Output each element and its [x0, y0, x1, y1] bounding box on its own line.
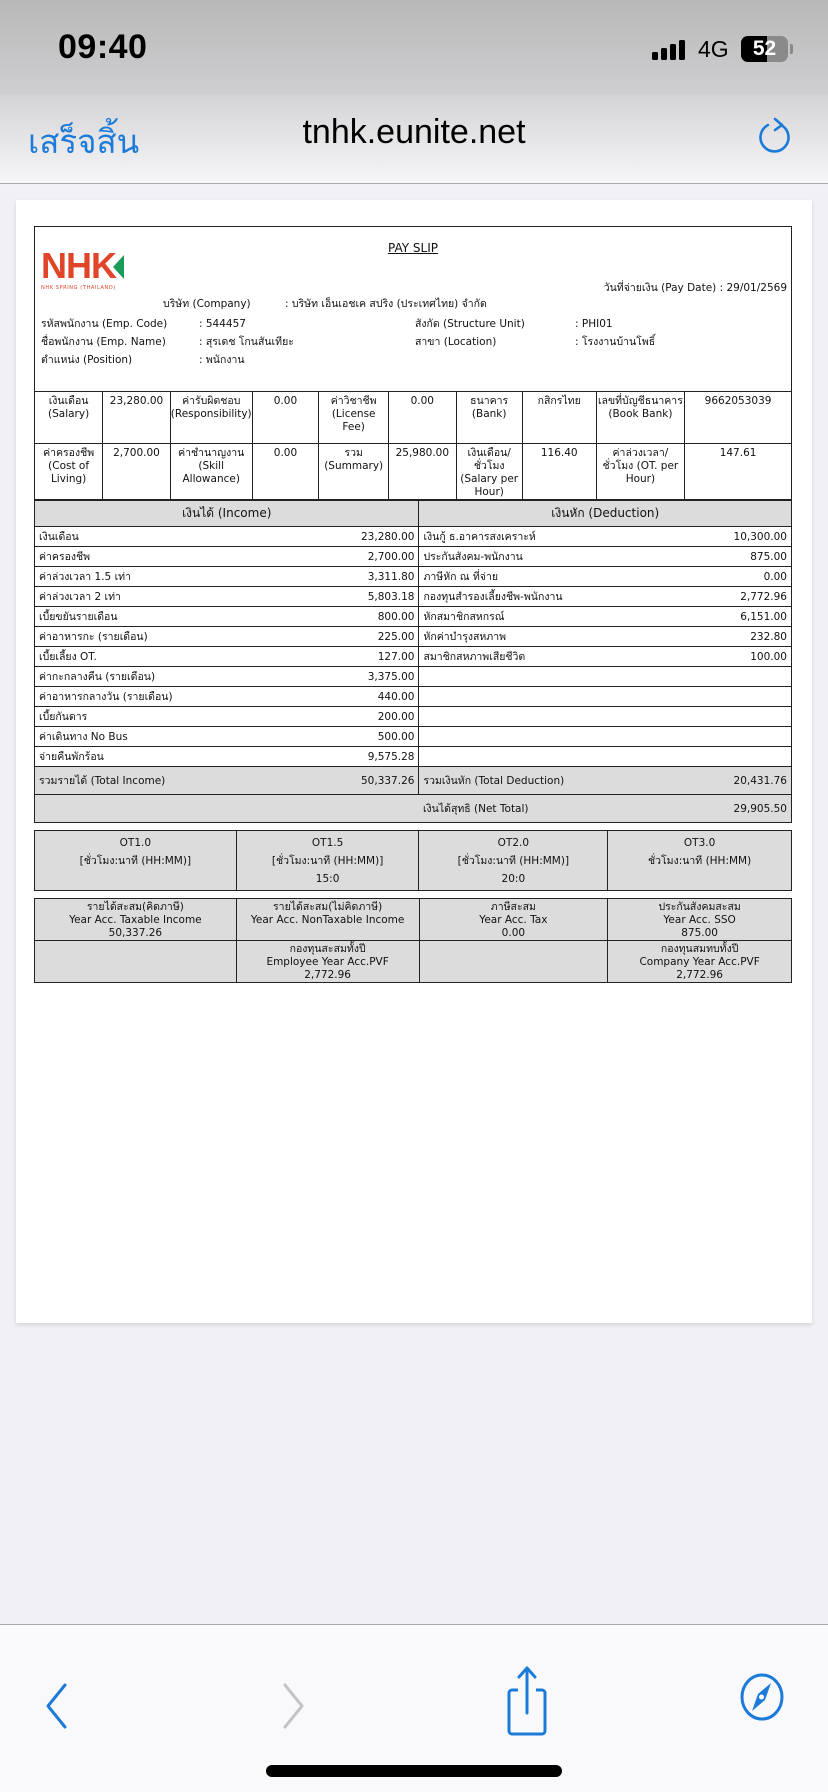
ot-hour-label: ค่าล่วงเวลา/ ชั่วโมง (OT. per Hour)	[596, 444, 684, 500]
ytd-sso-th: ประกันสังคมสะสม	[658, 901, 741, 913]
total-income-value: 50,337.26	[332, 767, 419, 795]
deduction-value	[717, 707, 792, 727]
ot-name: OT2.0	[497, 837, 530, 849]
salary-hour-label: เงินเดือน/ชั่วโมง (Salary per Hour)	[456, 444, 522, 500]
deduction-label	[419, 667, 717, 687]
responsibility-label: ค่ารับผิดชอบ (Responsibility)	[170, 392, 252, 444]
skill-value: 0.00	[252, 444, 319, 500]
table-row	[35, 567, 792, 587]
ot-unit: [ชั่วโมง:นาที (HH:MM)]	[79, 855, 192, 867]
ytd-sso-en: Year Acc. SSO	[663, 914, 736, 926]
position-value: : พนักงาน	[199, 354, 245, 366]
battery-level: 52	[752, 37, 777, 60]
deduction-value: 100.00	[717, 647, 792, 667]
safari-nav-bar	[0, 95, 828, 184]
ytd-empty-cell	[35, 941, 237, 983]
done-button[interactable]: เสร็จสิ้น	[28, 123, 140, 160]
ytd-taxable-value: 50,337.26	[108, 927, 163, 939]
income-value: 225.00	[332, 627, 419, 647]
income-value: 9,575.28	[332, 747, 419, 767]
ytd-tax-en: Year Acc. Tax	[479, 914, 548, 926]
signal-icon	[652, 40, 685, 60]
ytd-empty-cell	[419, 941, 608, 983]
clock: 09:40	[58, 28, 148, 66]
total-deduction-value: 20,431.76	[717, 767, 792, 795]
table-row	[35, 687, 792, 707]
deduction-value: 6,151.00	[717, 607, 792, 627]
ytd-nontaxable-en: Year Acc. NonTaxable Income	[250, 914, 405, 926]
deduction-header: เงินหัก (Deduction)	[419, 501, 792, 527]
home-indicator	[266, 1765, 562, 1777]
ot-hours-table	[34, 830, 792, 891]
pay-date: วันที่จ่ายเงิน (Pay Date) : 29/01/2569	[603, 282, 787, 294]
ot-value: 20:0	[501, 873, 526, 885]
cost-living-value: 2,700.00	[103, 444, 171, 500]
structure-value: : PHI01	[575, 318, 613, 330]
income-label: ค่าครองชีพ	[35, 547, 333, 567]
ot-cell	[419, 831, 608, 891]
emp-code-value: : 544457	[199, 318, 246, 330]
table-row	[35, 727, 792, 747]
ytd-sso-cell	[608, 899, 792, 941]
table-row	[35, 627, 792, 647]
battery-icon	[741, 36, 788, 62]
deduction-value	[717, 747, 792, 767]
cost-living-label: ค่าครองชีพ (Cost of Living)	[35, 444, 103, 500]
income-label: เบี้ยเลี้ยง OT.	[35, 647, 333, 667]
income-header: เงินได้ (Income)	[35, 501, 419, 527]
table-row	[35, 587, 792, 607]
ytd-taxable-en: Year Acc. Taxable Income	[69, 914, 202, 926]
ytd-taxable-th: รายได้สะสม(คิดภาษี)	[86, 901, 184, 913]
income-label: ค่าอาหารกะ (รายเดือน)	[35, 627, 333, 647]
table-row	[35, 547, 792, 567]
network-type: 4G	[698, 36, 729, 62]
deduction-label	[419, 707, 717, 727]
license-value: 0.00	[389, 392, 457, 444]
ytd-co-pvf-th: กองทุนสมทบทั้งปี	[660, 943, 739, 955]
deduction-label: สมาชิกสหภาพเสียชีวิต	[419, 647, 717, 667]
emp-code-label: รหัสพนักงาน (Emp. Code)	[41, 318, 168, 330]
income-label: ค่าล่วงเวลา 2 เท่า	[35, 587, 333, 607]
share-icon[interactable]	[504, 1665, 550, 1737]
ot-name: OT1.5	[311, 837, 344, 849]
income-value: 200.00	[332, 707, 419, 727]
income-label: เบี้ยขยันรายเดือน	[35, 607, 333, 627]
salary-hour-value: 116.40	[522, 444, 596, 500]
deduction-label: ประกันสังคม-พนักงาน	[419, 547, 717, 567]
income-deduction-table	[34, 500, 792, 823]
income-value: 3,311.80	[332, 567, 419, 587]
pay-slip	[34, 226, 792, 983]
compass-icon[interactable]	[738, 1671, 786, 1723]
ot-cell	[236, 831, 419, 891]
ytd-co-pvf-value: 2,772.96	[676, 969, 723, 981]
ot-name: OT1.0	[119, 837, 152, 849]
income-label: ค่ากะกลางคืน (รายเดือน)	[35, 667, 333, 687]
income-value: 800.00	[332, 607, 419, 627]
table-row	[35, 707, 792, 727]
book-bank-value: 9662053039	[685, 392, 792, 444]
income-value: 500.00	[332, 727, 419, 747]
ytd-emp-pvf-cell	[236, 941, 419, 983]
ytd-tax-cell	[419, 899, 608, 941]
table-row	[35, 747, 792, 767]
ytd-emp-pvf-en: Employee Year Acc.PVF	[266, 956, 389, 968]
year-accumulated-table	[34, 898, 792, 983]
forward-icon	[276, 1675, 310, 1737]
emp-name-label: ชื่อพนักงาน (Emp. Name)	[41, 336, 166, 348]
deduction-label	[419, 747, 717, 767]
back-icon[interactable]	[40, 1675, 74, 1737]
deduction-label: เงินกู้ ธ.อาคารสงเคราะห์	[419, 527, 717, 547]
income-label: จ่ายคืนพักร้อน	[35, 747, 333, 767]
pay-slip-page	[16, 200, 812, 1323]
total-income-label: รวมรายได้ (Total Income)	[35, 767, 333, 795]
reload-icon[interactable]	[755, 115, 795, 159]
income-value: 5,803.18	[332, 587, 419, 607]
table-row	[35, 647, 792, 667]
table-row	[35, 607, 792, 627]
net-total-value: 29,905.50	[717, 795, 792, 823]
page-url: tnhk.eunite.net	[302, 113, 526, 151]
license-label: ค่าวิชาชีพ (License Fee)	[319, 392, 389, 444]
income-label: เบี้ยกันดาร	[35, 707, 333, 727]
position-label: ตำแหน่ง (Position)	[41, 354, 133, 366]
income-label: ค่าเดินทาง No Bus	[35, 727, 333, 747]
deduction-value: 232.80	[717, 627, 792, 647]
ot-cell	[35, 831, 237, 891]
income-label: เงินเดือน	[35, 527, 333, 547]
deduction-label: ภาษีหัก ณ ที่จ่าย	[419, 567, 717, 587]
deduction-label	[419, 687, 717, 707]
deduction-value: 2,772.96	[717, 587, 792, 607]
income-value: 127.00	[332, 647, 419, 667]
ot-name: OT3.0	[683, 837, 716, 849]
nhk-logo	[41, 245, 131, 295]
ytd-tax-th: ภาษีสะสม	[490, 901, 536, 913]
income-label: ค่าล่วงเวลา 1.5 เท่า	[35, 567, 333, 587]
ytd-nontaxable-cell	[236, 899, 419, 941]
logo-triangle	[113, 255, 124, 279]
status-bar	[0, 0, 828, 95]
company-value: : บริษัท เอ็นเอชเค สปริง (ประเทศไทย) จำกัด	[285, 298, 487, 310]
ot-cell	[608, 831, 792, 891]
deduction-label: หักค่าบำรุงสหภาพ	[419, 627, 717, 647]
income-value: 440.00	[332, 687, 419, 707]
ytd-co-pvf-cell	[608, 941, 792, 983]
deduction-value	[717, 687, 792, 707]
deduction-label: กองทุนสำรองเลี้ยงชีพ-พนักงาน	[419, 587, 717, 607]
battery-tip	[790, 44, 793, 54]
ytd-sso-value: 875.00	[681, 927, 718, 939]
deduction-value: 0.00	[717, 567, 792, 587]
sum-value: 25,980.00	[389, 444, 457, 500]
net-total-spacer	[35, 795, 419, 823]
bank-value: กสิกรไทย	[522, 392, 596, 444]
net-total-label: เงินได้สุทธิ (Net Total)	[419, 795, 717, 823]
salary-value: 23,280.00	[103, 392, 171, 444]
company-label: บริษัท (Company)	[163, 298, 251, 310]
deduction-value	[717, 667, 792, 687]
document-viewer[interactable]	[0, 185, 828, 1625]
deduction-value	[717, 727, 792, 747]
ot-value: 15:0	[315, 873, 340, 885]
ot-unit: ชั่วโมง:นาที (HH:MM)	[647, 855, 752, 867]
structure-label: สังกัด (Structure Unit)	[415, 318, 525, 330]
income-value: 2,700.00	[332, 547, 419, 567]
logo-subtext: NHK SPRING (THAILAND)	[41, 285, 116, 291]
deduction-label: หักสมาชิกสหกรณ์	[419, 607, 717, 627]
ytd-co-pvf-en: Company Year Acc.PVF	[639, 956, 760, 968]
book-bank-label: เลขที่บัญชีธนาคาร (Book Bank)	[596, 392, 684, 444]
location-label: สาขา (Location)	[415, 336, 497, 348]
salary-label: เงินเดือน (Salary)	[35, 392, 103, 444]
ytd-nontaxable-th: รายได้สะสม(ไม่คิดภาษี)	[273, 901, 383, 913]
skill-label: ค่าชำนาญงาน (Skill Allowance)	[170, 444, 252, 500]
sum-label: รวม (Summary)	[319, 444, 389, 500]
ot-unit: [ชั่วโมง:นาที (HH:MM)]	[457, 855, 570, 867]
location-value: : โรงงานบ้านโพธิ์	[575, 336, 656, 348]
deduction-value: 875.00	[717, 547, 792, 567]
income-value: 3,375.00	[332, 667, 419, 687]
slip-header	[34, 226, 792, 391]
logo-text: NHK	[41, 245, 116, 286]
page-title: PAY SLIP	[388, 241, 438, 255]
salary-summary-table	[34, 391, 792, 500]
ot-hour-value: 147.61	[685, 444, 792, 500]
ytd-tax-value: 0.00	[501, 927, 526, 939]
ytd-emp-pvf-value: 2,772.96	[304, 969, 351, 981]
ytd-taxable-cell	[35, 899, 237, 941]
deduction-value: 10,300.00	[717, 527, 792, 547]
table-row	[35, 667, 792, 687]
ytd-emp-pvf-th: กองทุนสะสมทั้งปี	[289, 943, 366, 955]
ot-unit: [ชั่วโมง:นาที (HH:MM)]	[271, 855, 384, 867]
income-value: 23,280.00	[332, 527, 419, 547]
bank-label: ธนาคาร (Bank)	[456, 392, 522, 444]
table-row	[35, 527, 792, 547]
emp-name-value: : สุรเดช โกนสันเทียะ	[199, 336, 294, 348]
deduction-label	[419, 727, 717, 747]
responsibility-value: 0.00	[252, 392, 319, 444]
total-deduction-label: รวมเงินหัก (Total Deduction)	[419, 767, 717, 795]
income-label: ค่าอาหารกลางวัน (รายเดือน)	[35, 687, 333, 707]
